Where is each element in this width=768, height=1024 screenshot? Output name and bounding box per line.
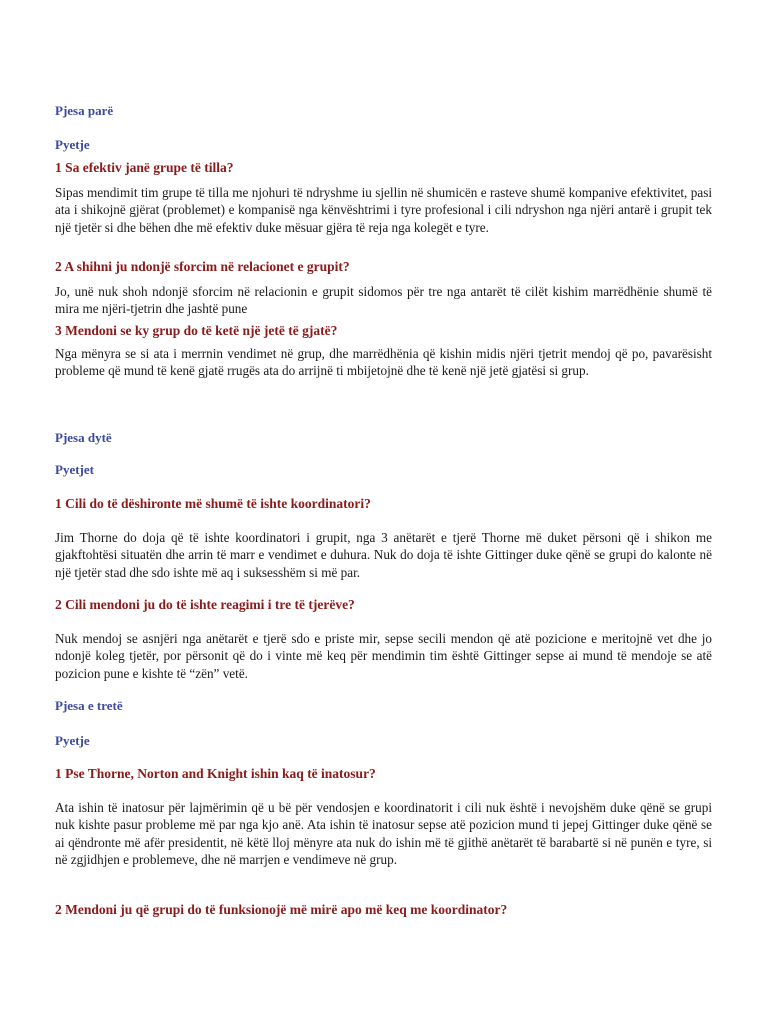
answer-paragraph: Nuk mendoj se asnjëri nga anëtarët e tjerë sdo e priste mir, sepse secili mendon që atë pozicione e meritojnë vet dhe jo ndonjë koleg tjetër, por përsonit që do i vinte më keq për mendimin tim është Gittinger sepse ai mund të mendoje se atë pozicion pune e kishte të “zën” vetë. (55, 631, 712, 681)
section-subtitle: Pyetjet (55, 462, 94, 477)
section-title: Pjesa e tretë (55, 698, 123, 713)
question-heading: 1 Sa efektiv janë grupe të tilla? (55, 160, 234, 175)
answer-paragraph: Ata ishin të inatosur për lajmërimin që u bë për vendosjen e koordinatorit i cili nuk është i nevojshëm duke qënë se grupi nuk kishte pasur probleme më par nga kjo anë. Ata ishin të inatosur sepse atë pozicion mund ti jepej Gittinger duke qënë se ai qëndronte më afër presidentit, në këtë lloj mënyre ata nuk do ishin më të gjithë anëtarët të barabartë si në punën e tyre, si në zgjidhjen e problemeve, dhe në marrjen e vendimeve në grup. (55, 800, 712, 868)
answer-paragraph: Jo, unë nuk shoh ndonjë sforcim në relacionin e grupit sidomos për tre nga antarët të cilët kishim marrëdhënie shumë të mira me njëri-tjetrin dhe jashtë pune (55, 284, 712, 317)
question-heading: 2 Cili mendoni ju do të ishte reagimi i tre të tjerëve? (55, 597, 355, 612)
answer-paragraph: Nga mënyra se si ata i merrnin vendimet në grup, dhe marrëdhënia që kishin midis njëri tjetrit mendoj që po, pavarësisht probleme që mund të kenë gjatë rrugës ata do arrijnë ti mbijetojnë dhe të kenë një jetë gjatësi si grup. (55, 346, 712, 379)
question-heading: 2 Mendoni ju që grupi do të funksionojë më mirë apo më keq me koordinator? (55, 902, 508, 917)
section-title: Pjesa dytë (55, 430, 112, 445)
question-heading: 1 Cili do të dëshironte më shumë të ishte koordinatori? (55, 496, 371, 511)
question-heading: 2 A shihni ju ndonjë sforcim në relacionet e grupit? (55, 259, 350, 274)
question-heading: 1 Pse Thorne, Norton and Knight ishin kaq të inatosur? (55, 766, 376, 781)
question-heading: 3 Mendoni se ky grup do të ketë një jetë të gjatë? (55, 323, 338, 338)
answer-paragraph: Sipas mendimit tim grupe të tilla me njohuri të ndryshme iu sjellin në shumicën e rasteve shumë kompanive efektivitet, pasi ata i shikojnë gjërat (problemet) e kompanisë nga kënvështrimi i tyre profesional i cili ndryshon nga njëri antarë i grupit tek një tjetër si dhe bëhen dhe më efektiv duke mësuar gjëra të reja nga kolegët e tyre. (55, 185, 712, 235)
answer-paragraph: Jim Thorne do doja që të ishte koordinatori i grupit, nga 3 anëtarët e tjerë Thorne më duket përsoni që i shikon me gjakftohtësi situatën dhe arrin të marr e vendimet e duhura. Nuk do doja të ishte Gittinger duke qënë se grupi do kalonte në një tjetër stad dhe sdo ishte më aq i suksesshëm si më par. (55, 530, 712, 580)
section-subtitle: Pyetje (55, 137, 90, 152)
section-title: Pjesa parë (55, 103, 114, 118)
section-subtitle: Pyetje (55, 733, 90, 748)
